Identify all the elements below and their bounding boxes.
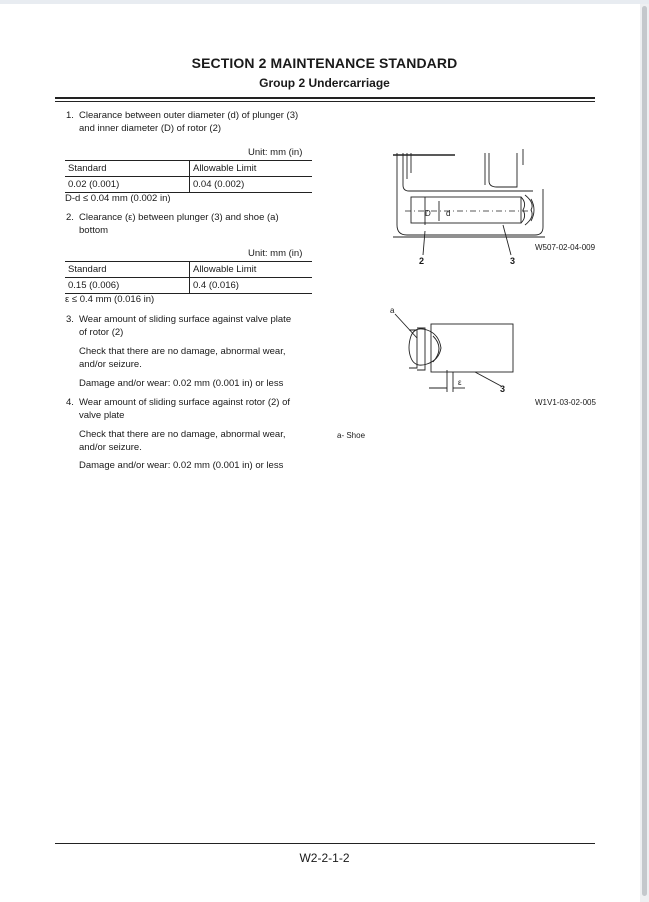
group-title: Group 2 Undercarriage [259,76,390,90]
callout-plunger-3: 3 [500,384,506,394]
table-header-standard: Standard [65,262,190,278]
header-rule [55,97,595,99]
item-text-line: valve plate [79,410,125,421]
scrollbar-thumb[interactable] [642,6,647,896]
unit-label: Unit: mm (in) [248,147,303,158]
figure-code: W507-02-04-009 [535,243,596,252]
table-header-standard: Standard [65,161,190,177]
item-text-line: and inner diameter (D) of rotor (2) [79,123,222,134]
table-value-limit: 0.04 (0.002) [190,177,313,193]
unit-label: Unit: mm (in) [248,248,303,259]
item-number: 4. [66,397,74,408]
clearance-label-epsilon: ε [458,378,462,387]
item-number: 3. [66,314,74,325]
item-text-line: of rotor (2) [79,327,124,338]
diameter-label-D: D [425,209,431,218]
figure-legend: a- Shoe [337,431,366,440]
callout-shoe-a: a [390,306,395,315]
table-header-limit: Allowable Limit [190,262,313,278]
item-text-line: bottom [79,225,109,236]
table-value-limit: 0.4 (0.016) [190,278,313,294]
clearance-note: ε ≤ 0.4 mm (0.016 in) [65,294,155,305]
figure-code: W1V1-03-02-005 [535,398,596,407]
header-rule-thin [55,101,595,102]
table-header-limit: Allowable Limit [190,161,313,177]
item-number: 2. [66,212,74,223]
diameter-label-d: d [446,209,451,218]
item-number: 1. [66,110,74,121]
standard-table [65,160,312,193]
wear-limit-text: Damage and/or wear: 0.02 mm (0.001 in) or less [79,378,284,389]
check-text-line: Check that there are no damage, abnormal wear, [79,429,286,440]
wear-limit-text: Damage and/or wear: 0.02 mm (0.001 in) or less [79,460,284,471]
item-text-line: Wear amount of sliding surface against valve plate [79,314,292,325]
standard-table [65,261,312,294]
check-text-line: Check that there are no damage, abnormal wear, [79,346,286,357]
callout-plunger-3: 3 [510,256,516,266]
check-text-line: and/or seizure. [79,442,142,453]
rotor-plunger-diagram [385,145,555,265]
item-text-line: Wear amount of sliding surface against rotor (2) of [79,397,291,408]
item-text-line: Clearance between outer diameter (d) of plunger (3) [79,110,299,121]
footer-rule [55,843,595,844]
clearance-note: D-d ≤ 0.04 mm (0.002 in) [65,193,171,204]
callout-rotor-2: 2 [419,256,425,266]
table-value-standard: 0.02 (0.001) [65,177,190,193]
section-title: SECTION 2 MAINTENANCE STANDARD [191,55,458,71]
check-text-line: and/or seizure. [79,359,142,370]
table-value-standard: 0.15 (0.006) [65,278,190,294]
page-number: W2-2-1-2 [299,851,350,865]
item-text-line: Clearance (ε) between plunger (3) and shoe (a) [79,212,279,223]
